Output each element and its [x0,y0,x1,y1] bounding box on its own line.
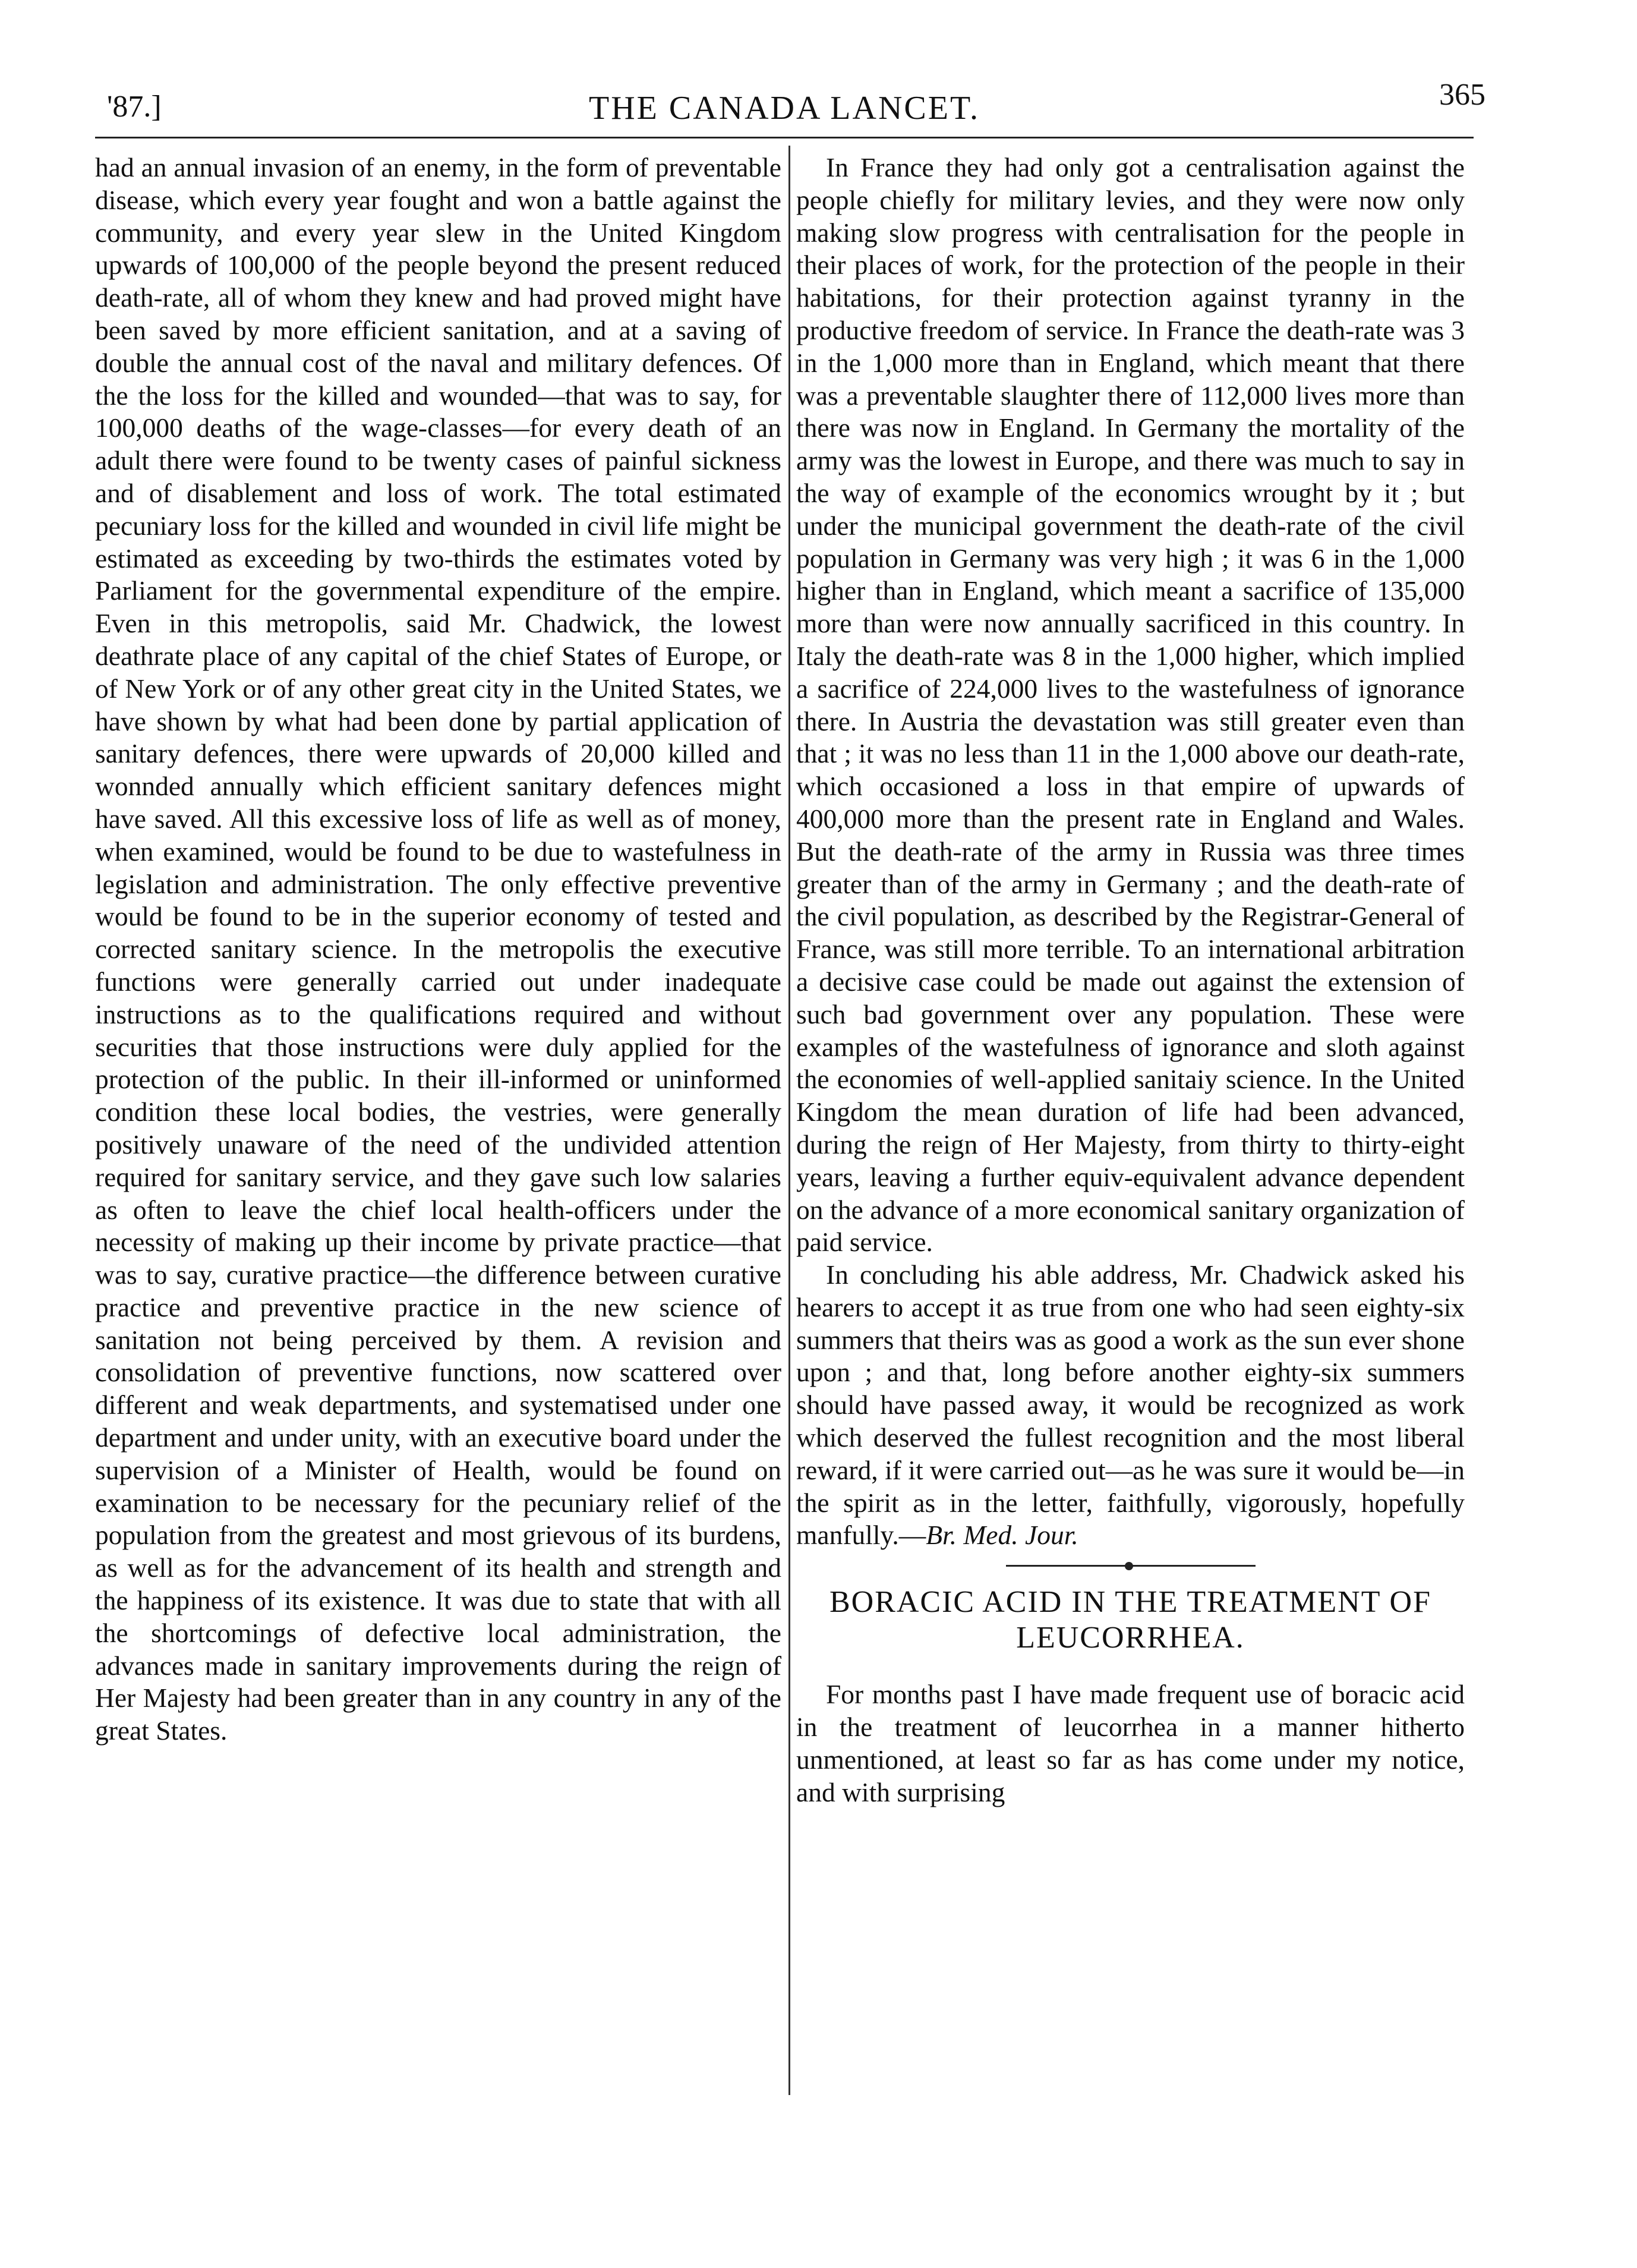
right-paragraph-2 [796,1259,1465,1552]
right-paragraph-3: For months past I have made frequent use of boracic acid in the treatment of leucorrhea in a manner hitherto unmentioned, at least so far as has come under my notice, and with surprising [796,1679,1465,1807]
left-column [95,152,781,1747]
section-separator [1006,1565,1256,1567]
column-divider [788,146,790,2095]
citation: Br. Med. Jour. [926,1520,1078,1551]
right-paragraph-1: In France they had only got a centralisation against the people chiefly for military levies, and they were now only making slow progress with centralisation for the people in their places of work, for the protection of the people in their habitations, for their protection against tyranny in the productive freedom of service. In France the death-rate was 3 in the 1,000 more than in England, which meant that there was a preventable slaughter there of 112,000 lives more than there was now in England. In Germany the mortality of the army was the lowest in Europe, and there was much to say in the way of example of the economics wrought by it ; but under the municipal government the death-rate of the civil population in Germany was very high ; it was 6 in the 1,000 higher than in England, which meant a sacrifice of 135,000 more than were now annually sacrificed in this country. In Italy the death-rate was 8 in the 1,000 higher, which implied a sacrifice of 224,000 lives to the wastefulness of ignorance there. In Austria the devastation was still greater even than that ; it was no less than 11 in the 1,000 above our death-rate, which occasioned a loss in that empire of upwards of 400,000 more than the present rate in England and Wales. But the death-rate of the army in Russia was three times greater than of the army in Germany ; and the death-rate of the civil population, as described by the Registrar-General of France, was still more terrible. To an international arbitration a decisive case could be made out against the extension of such bad government over any population. These were examples of the wastefulness of ignorance and sloth against the economies of well-applied sanitaiy science. In the United Kingdom the mean duration of life had been advanced, during the reign of Her Majesty, from thirty to thirty-eight years, leaving a further equiv-equivalent advance dependent on the advance of a more economical sanitary organization of paid service. [796,152,1465,1258]
page-number: 365 [1439,78,1485,112]
folio-left: '87.] [107,90,162,124]
right-column [796,152,1465,1809]
running-header [95,78,1485,138]
left-paragraph-1: had an annual invasion of an enemy, in the form of preventable disease, which every year fought and won a battle against the community, and every year slew in the United Kingdom upwards of 100,000 of the people beyond the present reduced death-rate, all of whom they knew and had proved might have been saved by more efficient sanitation, and at a saving of double the annual cost of the naval and military defences. Of the the loss for the killed and wounded—that was to say, for 100,000 deaths of the wage-classes—for every death of an adult there were found to be twenty cases of painful sickness and of disablement and loss of work. The total estimated pecuniary loss for the killed and wounded in civil life might be estimated as exceeding by two-thirds the estimates voted by Parliament for the governmental expenditure of the empire. Even in this metropolis, said Mr. Chadwick, the lowest deathrate place of any capital of the chief States of Europe, or of New York or of any other great city in the United States, we have shown by what had been done by partial application of sanitary defences, there were upwards of 20,000 killed and wonnded annually which efficient sanitary defences might have saved. All this excessive loss of life as well as of money, when examined, would be found to be due to wastefulness in legislation and administration. The only effective preventive would be found to be in the superior economy of tested and corrected sanitary science. In the metropolis the executive functions were generally carried out under inadequate instructions as to the qualifications required and without securities that those instructions were duly applied for the protection of the public. In their ill-informed or uninformed condition these local bodies, the vestries, were generally positively unaware of the need of the undivided attention required for sanitary service, and they gave such low salaries as often to leave the chief local health-officers under the necessity of making up their income by private practice—that was to say, curative practice—the difference between curative practice and preventive practice in the new science of sanitation not being perceived by them. A revision and consolidation of preventive functions, now scattered over different and weak departments, and systematised under one department and under unity, with an executive board under the supervision of a Minister of Health, would be found on examination to be necessary for the pecuniary relief of the population from the greatest and most grievous of its burdens, as well as for the advancement of its health and strength and the happiness of its existence. It was due to state that with all the shortcomings of defective local administration, the advances made in sanitary improvements during the reign of Her Majesty had been greater than in any country in any of the great States. [95,152,781,1746]
section-heading: BORACIC ACID IN THE TREATMENT OF LEUCORRHEA. [829,1585,1432,1655]
right-paragraph-2-text: In concluding his able address, Mr. Chadwick asked his hearers to accept it as true from one who had seen eighty-six summers that theirs was as good a work as the sun ever shone upon ; and that, long before another eighty-six summers should have passed away, it would be recognized as work which deserved the fullest recognition and the most liberal reward, if it were carried out—as he was sure it would be—in the spirit as in the letter, faithfully, vigorously, hopefully manfully.— [796,1259,1465,1551]
running-title: THE CANADA LANCET. [588,90,980,127]
